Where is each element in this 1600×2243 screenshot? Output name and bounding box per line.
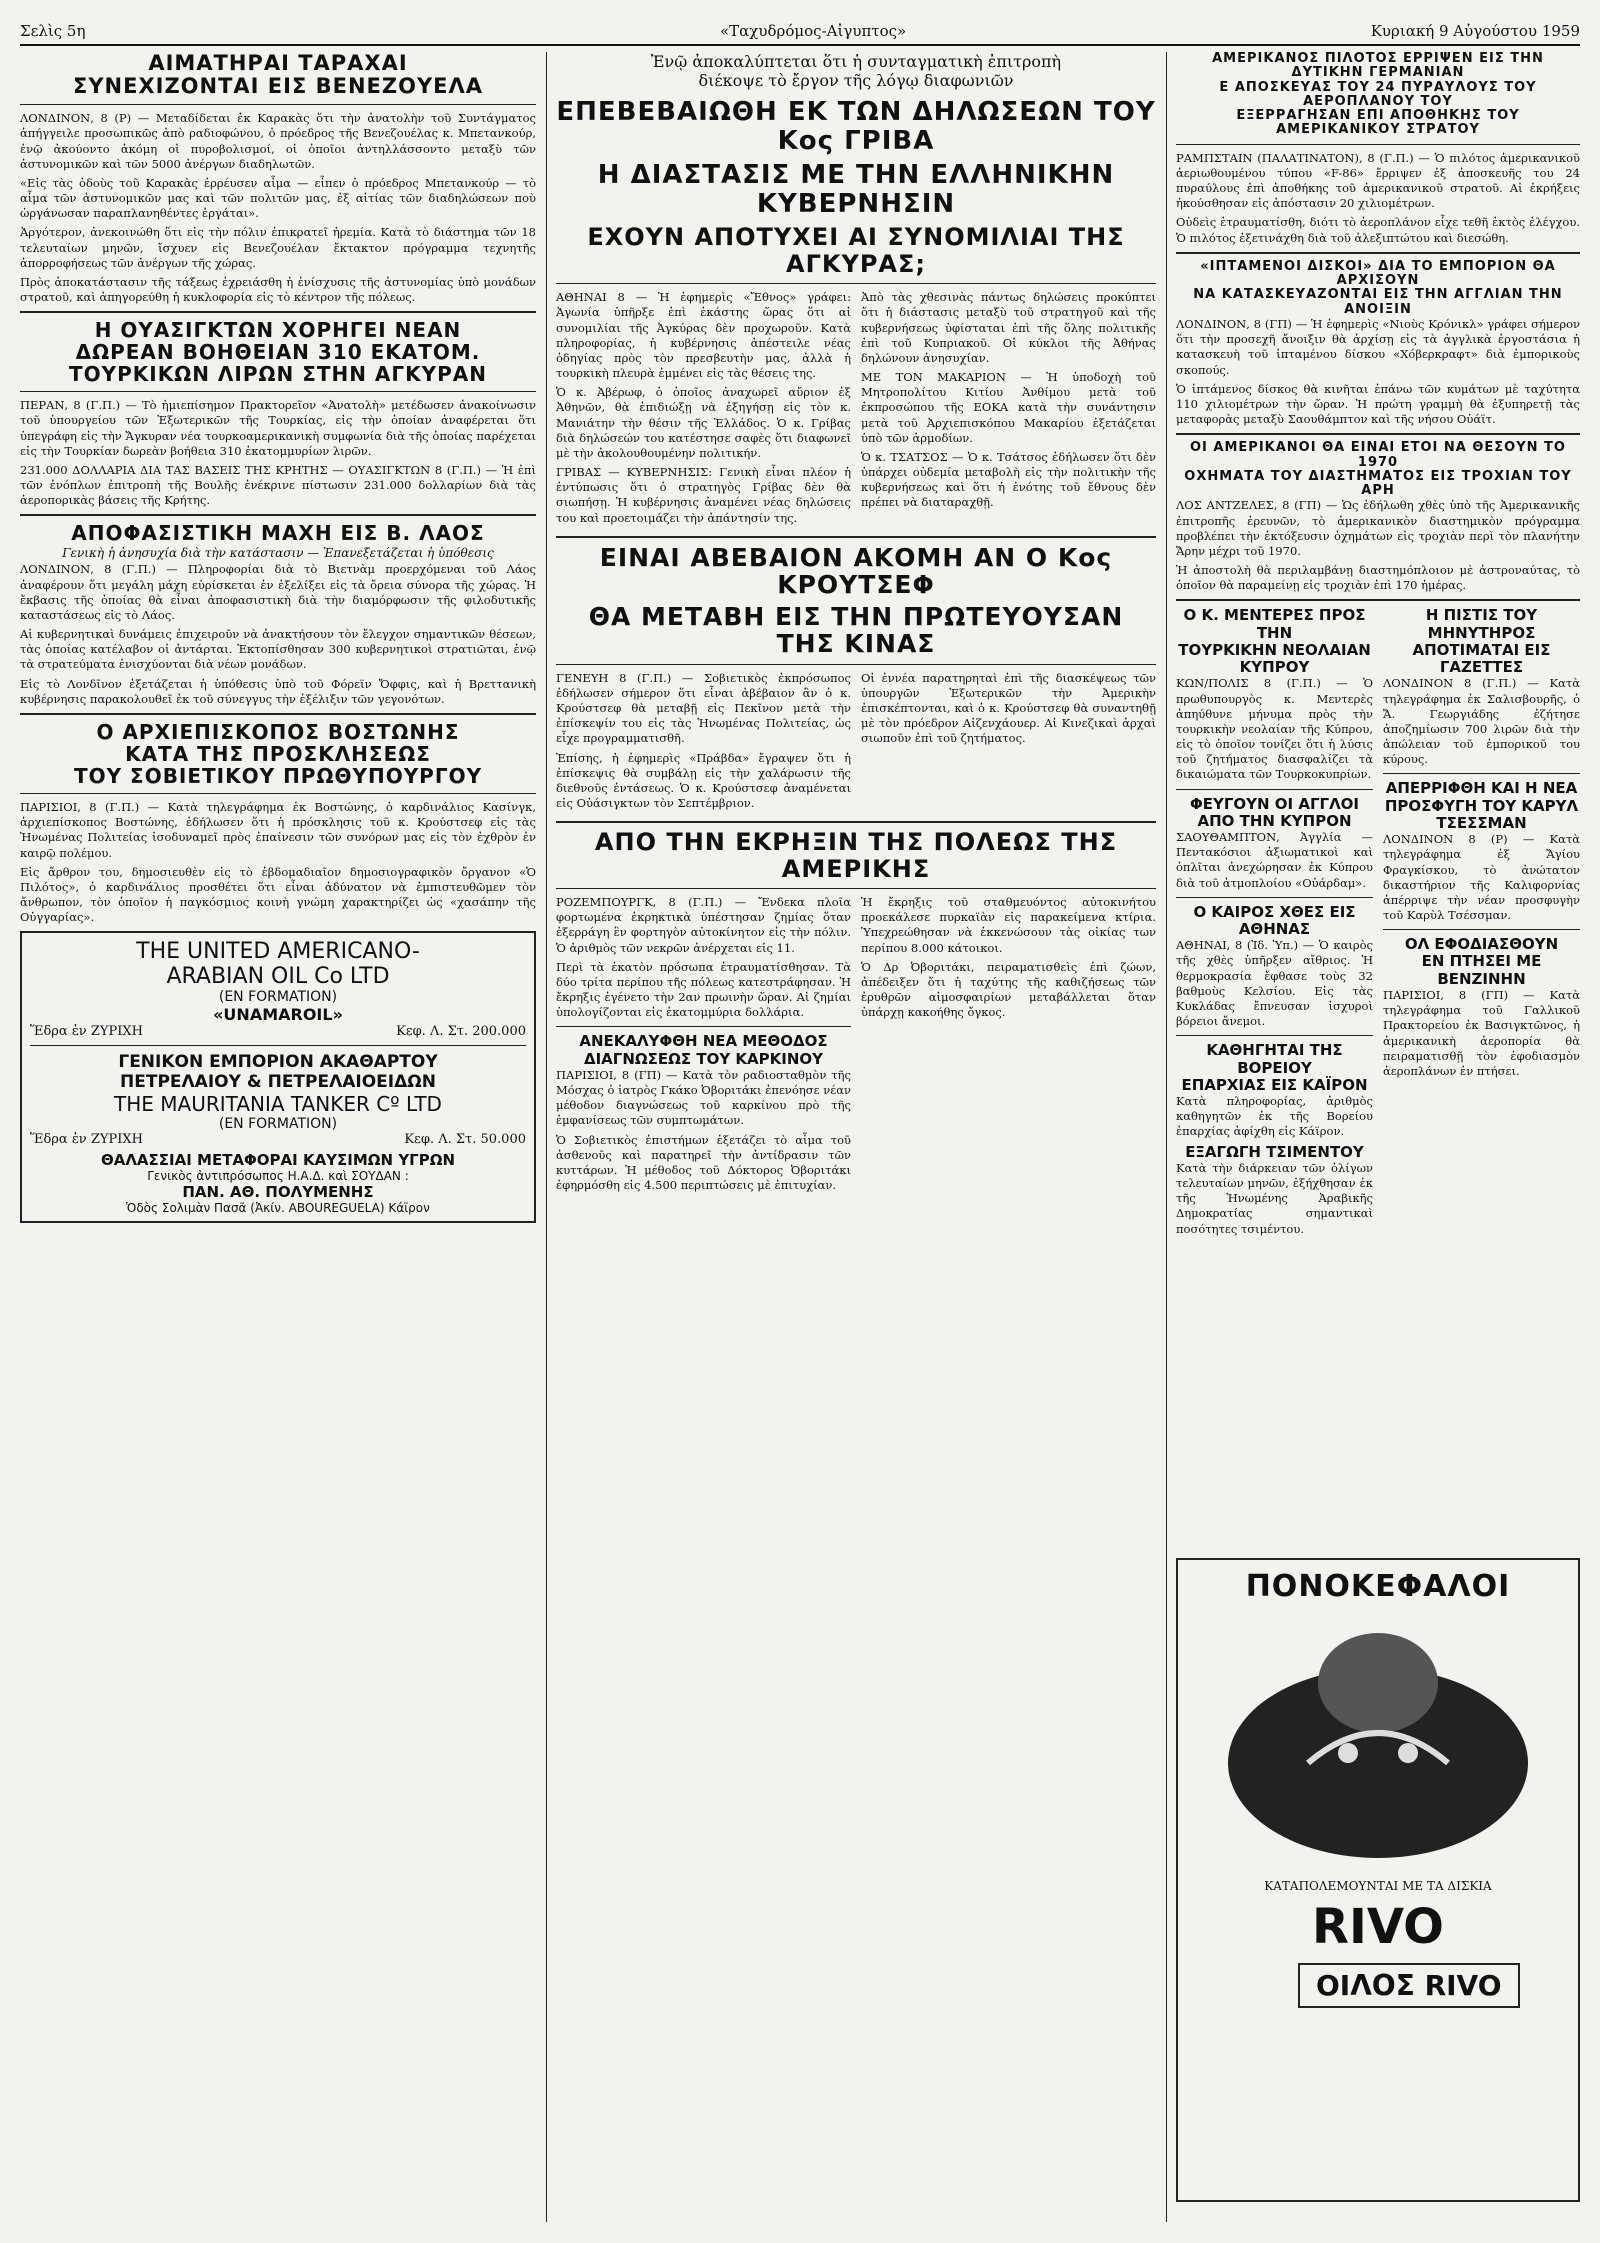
article-text: ΓΕΝΕΥΗ 8 (Γ.Π.) — Σοβιετικὸς ἐκπρόσωπος ἐδήλωσεν σήμερον ὅτι εἶναι ἀβέβαιον ἂν ὁ κ. Κρούστσεφ θὰ μεταβῇ εἰς Πεκῖνον μετὰ τὴν ἐπίσκεψίν του εἰς τὰς Ἡνωμένας Πολιτείας, ὡς εἶχε προγραμματισθῆ. bbox=[556, 670, 851, 746]
headline-boston-1: Ο ΑΡΧΙΕΠΙΣΚΟΠΟΣ ΒΟΣΤΩΝΗΣ bbox=[96, 720, 460, 744]
article-text: Οὐδεὶς ἐτραυματίσθη, διότι τὸ ἀεροπλάνον εἶχε τεθῆ ἐκτὸς ἐλέγχου. Ὁ πιλότος ἐξετινάχθη διὰ τοῦ ἀλεξιπτώτου καὶ διεσώθη. bbox=[1176, 215, 1580, 245]
ad-seat-2: Ἕδρα ἐν ΖΥΡΙΧΗ bbox=[30, 1132, 143, 1148]
headline-mars-2: ΟΧΗΜΑΤΑ ΤΟΥ ΔΙΑΣΤΗΜΑΤΟΣ ΕΙΣ ΤΡΟΧΙΑΝ ΤΟΥ ΑΡΗ bbox=[1184, 468, 1572, 499]
headline-weather: Ο ΚΑΙΡΟΣ ΧΘΕΣ ΕΙΣ ΑΘΗΝΑΣ bbox=[1193, 902, 1356, 939]
headline-refuel-2: ΕΝ ΠΤΗΣΕΙ ΜΕ ΒΕΝΖΙΝΗΝ bbox=[1421, 952, 1542, 988]
ad-formation-2: (EN FORMATION) bbox=[218, 1116, 338, 1133]
article-text: ΠΑΡΙΣΙΟΙ, 8 (Γ.Π.) — Κατὰ τηλεγράφημα ἐκ Βοστώνης, ὁ καρδινάλιος Κασίνγκ, ἀρχιεπίσκοπος Βοστώνης, ἐδήλωσεν ὅτι ἡ πρόσκλησις τοῦ κ. Κρούστσεφ εἰς τὰς Ἡνωμένας Πολιτείας ἰσοδυναμεῖ πρὸς ἐπαίνεσιν τῶν συνόρων μας εἰς τὸν ἐχθρὸν ἐν καιρῷ πολέμου. bbox=[20, 800, 536, 860]
article-text: ΛΟΝΔΙΝΟΝ, 8 (Ρ) — Μεταδίδεται ἐκ Καρακὰς ὅτι τὴν ἀνατολὴν τοῦ Συντάγματος ἀπήγγειλε προσωπικῶς ἀπὸ ραδιοφώνου, ὁ πρόεδρος τῆς Βενεζουέλας κ. Μπετανκούρ, ἐνῷ ἀκούοντο ἀκόμη οἱ πυροβολισμοί, οἱ ὁποῖοι ἀντηλλάσσοντο μεταξὺ τῶν ἀστυνομικῶν καὶ τῶν 5000 ἀνέργων διαδηλωτῶν. bbox=[20, 111, 536, 171]
headline-grivas-2: Η ΔΙΑΣΤΑΣΙΣ ΜΕ ΤΗΝ ΕΛΛΗΝΙΚΗΝ ΚΥΒΕΡΝΗΣΙΝ bbox=[597, 160, 1115, 219]
article-text: ΜΕ ΤΟΝ ΜΑΚΑΡΙΟΝ — Ἡ ὑποδοχὴ τοῦ Μητροπολίτου Κιτίου Ἀνθίμου μετὰ τοῦ ἐκπροσώπου τῆς ΕΟΚΑ κατὰ τὴν συνάντησιν μετὰ τοῦ Ἀρχιεπισκόπου Μακαρίου ἐξετάζεται ὑπὸ τῶν ἁρμοδίων. bbox=[861, 370, 1156, 445]
article-text: Εἰς ἄρθρον του, δημοσιευθὲν εἰς τὸ ἑβδομαδιαῖον δημοσιογραφικὸν ὄργανον «Ὁ Πιλότος», ὁ καρδινάλιος προσθέτει ὅτι εἶναι ἀδύνατον νὰ ἐμπιστευθῶμεν τὸν ἄνθρωπον, τὸν ὁποῖον ἡ παγκόσμιος κοινὴ γνώμη χαρακτηρίζει ὡς «χασάπην τῆς Οὑγγαρίας». bbox=[20, 864, 536, 925]
article-text: ΛΟΝΔΙΝΟΝ, 8 (Γ.Π.) — Πληροφορίαι διὰ τὸ Βιετνὰμ προερχόμεναι τοῦ Λάος ἀναφέρουν ὅτι μεγάλη μάχη εὑρίσκεται ἐν ἐξελίξει εἰς τὰ ὄρεια σύνορα τῆς χώρας. Ἡ ἔκβασις τῆς ὁποίας θὰ εἶναι ἀποφασιστικὴ διὰ τὴν διαμόρφωσιν τῆς φιλοδυτικῆς καταστάσεως εἰς τὸ Λάος. bbox=[20, 562, 536, 622]
headline-refuel-1: ΟΛ ΕΦΟΔΙΑΣΘΟΥΝ bbox=[1404, 935, 1559, 954]
headline-khrushchev-2: ΘΑ ΜΕΤΑΒΗ ΕΙΣ ΤΗΝ ΠΡΩΤΕΥΟΥΣΑΝ ΤΗΣ ΚΙΝΑΣ bbox=[588, 601, 1124, 659]
ad-capital: Κεφ. Λ. Στ. 200.000 bbox=[396, 1024, 526, 1040]
headline-boston-3: ΤΟΥ ΣΟΒΙΕΤΙΚΟΥ ΠΡΩΘΥΠΟΥΡΓΟΥ bbox=[73, 764, 483, 788]
headline-chessman-1: ΑΠΕΡΡΙΦΘΗ ΚΑΙ Η ΝΕΑ bbox=[1385, 779, 1578, 798]
article-text: Πρὸς ἀποκατάστασιν τῆς τάξεως ἐχρειάσθη ἡ ἐνίσχυσις τῆς ἀστυνομίας ὑπὸ μονάδων στρατοῦ, καὶ ἀπηγορεύθη ἡ κυκλοφορία εἰς τὸ κέντρον τῆς πόλεως. bbox=[20, 274, 536, 305]
article-text: Ὁ Σοβιετικὸς ἐπιστήμων ἐξετάζει τὸ αἷμα τοῦ ἀσθενοῦς καὶ παρατηρεῖ τὴν ἀντίδρασιν τῶν κυττάρων. Ἡ μέθοδος τοῦ Δόκτορος Ὀβοριτάκι ἐφηρμόσθη εἰς 4.500 περιπτώσεις μὲ ἐπιτυχίαν. bbox=[556, 1132, 851, 1193]
headline-washington-3: ΤΟΥΡΚΙΚΩΝ ΛΙΡΩΝ ΣΤΗΝ ΑΓΚΥΡΑΝ bbox=[68, 362, 488, 387]
article-text: Ὁ κ. Ἀβέρωφ, ὁ ὁποῖος ἀναχωρεῖ αὔριον ἐξ Ἀθηνῶν, θὰ ἐπιδιώξῃ νὰ ἐξηγήσῃ εἰς τὸν κ. Μανιάτην τὴν θέσιν τῆς Ἑλλάδος. Ὁ κ. Γρίβας διὰ δηλώσεών του κατέστησε σαφὲς ὅτι διαφωνεῖ μὲ τὴν ἀκολουθουμένην πολιτικήν. bbox=[556, 385, 851, 460]
ad-trade-2: ΠΕΤΡΕΛΑΙΟΥ & ΠΕΤΡΕΛΑΙΟΕΙΔΩΝ bbox=[120, 1072, 436, 1093]
article-text: ΛΟΝΔΙΝΟΝ, 8 (ΓΠ) — Ἡ ἐφημερὶς «Νιοὺς Κρόνικλ» γράφει σήμερον ὅτι τὴν προσεχῆ ἄνοιξιν θὰ ἀρχίσῃ εἰς τὰ ἀγγλικὰ ἐργοστάσια ἡ κατασκευὴ τοῦ ἱπταμένου δίσκου «Χόβερκραφτ» διὰ ἐμπορικοὺς σκοπούς. bbox=[1176, 317, 1580, 377]
advertisement-rivo bbox=[1176, 1558, 1580, 2202]
ad-brand: «UNAMAROIL» bbox=[213, 1005, 343, 1025]
subheadline-laos: Γενικὴ ἡ ἀνησυχία διὰ τὴν κατάστασιν — Ἐπανεξετάζεται ἡ ὑπόθεσις bbox=[62, 546, 494, 561]
headline-washington-2: ΔΩΡΕΑΝ ΒΟΗΘΕΙΑΝ 310 ΕΚΑΤΟΜ. bbox=[75, 340, 481, 365]
headline-washington-1: Η ΟΥΑΣΙΓΚΤΩΝ ΧΟΡΗΓΕΙ ΝΕΑΝ bbox=[94, 318, 462, 343]
ad-transport: ΘΑΛΑΣΣΙΑΙ ΜΕΤΑΦΟΡΑΙ ΚΑΥΣΙΜΩΝ ΥΓΡΩΝ bbox=[100, 1151, 456, 1170]
headline-laos: ΑΠΟΦΑΣΙΣΤΙΚΗ ΜΑΧΗ ΕΙΣ Β. ΛΑΟΣ bbox=[71, 521, 485, 546]
ad-seat: Ἕδρα ἐν ΖΥΡΙΧΗ bbox=[30, 1024, 143, 1040]
article-text: Ἀπὸ τὰς χθεσινὰς πάντως δηλώσεις προκύπτει ὅτι ἡ διάστασις μεταξὺ τοῦ στρατηγοῦ καὶ τῆς κυβερνήσεως ὑφίσταται ἐπὶ τῆς ὅλης πολιτικῆς ἐπὶ τοῦ Κυπριακοῦ. Οἱ κύκλοι τῆς Ἀθήνας δηλώνουν ἀνησυχίαν. bbox=[861, 290, 1156, 365]
headline-grivas-3: ΕΧΟΥΝ ΑΠΟΤΥΧΕΙ ΑΙ ΣΥΝΟΜΙΛΙΑΙ ΤΗΣ ΑΓΚΥΡΑΣ; bbox=[587, 223, 1125, 278]
article-text: ΛΟΣ ΑΝΤΖΕΛΕΣ, 8 (ΓΠ) — Ὡς ἐδήλωθη χθὲς ὑπὸ τῆς Ἀμερικανικῆς ἐπιτροπῆς ἐρευνῶν, τὸ ἀμερικανικὸν διαστημικὸν πρόγραμμα προβλέπει τὴν ἐκτόξευσιν ὀχημάτων εἰς τροχιὰν περὶ τὸν πλανήτην Ἄρην μέχρι τοῦ 1970. bbox=[1176, 498, 1580, 558]
headline-menderes-2: ΤΟΥΡΚΙΚΗΝ ΝΕΟΛΑΙΑΝ ΚΥΠΡΟΥ bbox=[1178, 640, 1371, 677]
article-text: ΑΘΗΝΑΙ, 8 (Ἰδ. Ὑπ.) — Ὁ καιρὸς τῆς χθὲς ὑπῆρξεν αἴθριος. Ἡ θερμοκρασία ἔφθασε τοὺς 32 βαθμοὺς Κελσίου. Εἰς τὰς Κυκλάδας ἔπνευσαν ἰσχυροὶ βόρειοι ἄνεμοι. bbox=[1176, 938, 1373, 1029]
headline-credit-1: Η ΠΙΣΤΙΣ ΤΟΥ ΜΗΝΥΤΗΡΟΣ bbox=[1425, 606, 1538, 642]
article-text: Ὁ κ. ΤΣΑΤΣΟΣ — Ὁ κ. Τσάτσος ἐδήλωσεν ὅτι δὲν ὑπάρχει οὐδεμία μεταβολὴ εἰς τὴν πολιτικὴν τῆς κυβερνήσεως καὶ ὅτι ἡ ἐνότης τοῦ ἔθνους δὲν πρέπει νὰ διαταραχθῇ. bbox=[861, 449, 1156, 510]
headline-grivas-1: ΕΠΕΒΕΒΑΙΩΘΗ ΕΚ ΤΩΝ ΔΗΛΩΣΕΩΝ ΤΟΥ Κος ΓΡΙΒΑ bbox=[556, 97, 1156, 156]
ad-tanker-company: THE MAURITANIA TANKER Cº LTD bbox=[114, 1092, 442, 1117]
headline-cement: ΕΞΑΓΩΓΗ ΤΣΙΜΕΝΤΟΥ bbox=[1185, 1142, 1364, 1161]
article-text: Κατὰ πληροφορίας, ἀριθμὸς καθηγητῶν ἐκ τῆς Βορείου ἐπαρχίας ἀφίχθη εἰς Κάϊρον. bbox=[1176, 1094, 1373, 1139]
headline-boston-2: ΚΑΤΑ ΤΗΣ ΠΡΟΣΚΛΗΣΕΩΣ bbox=[125, 742, 431, 766]
ad-representative-label: Γενικὸς ἀντιπρόσωπος Η.Α.Δ. καὶ ΣΟΥΔΑΝ : bbox=[147, 1169, 409, 1184]
article-text: Ἡ ἔκρηξις τοῦ σταθμευόντος αὐτοκινήτου προεκάλεσε πυρκαϊὰν εἰς παρακείμενα κτίρια. Ὑπεχρεώθησαν νὰ ἐκκενώσουν τὰς οἰκίας των περίπου 8.000 κάτοικοι. bbox=[861, 895, 1156, 955]
article-text: Ἡ ἀποστολὴ θὰ περιλαμβάνῃ διαστημόπλοιον μὲ ἀστροναύτας, τὸ ὁποῖον θὰ παραμείνῃ εἰς τροχιὰν ἐπὶ 170 ἡμέρας. bbox=[1176, 563, 1580, 593]
right-column bbox=[1176, 52, 1580, 2232]
headline-british-1: ΦΕΥΓΟΥΝ ΟΙ ΑΓΓΛΟΙ bbox=[1189, 794, 1360, 813]
article-text: ΓΡΙΒΑΣ — ΚΥΒΕΡΝΗΣΙΣ: Γενικὴ εἶναι πλέον ἡ ἐντύπωσις ὅτι ὁ στρατηγὸς Γρίβας δὲν θὰ σιωπήσῃ. Ἡ κυβέρνησις ἀναμένει νέας δηλώσεις του καὶ προετοιμάζει τὴν ἀπάντησίν της. bbox=[556, 465, 851, 525]
ad-representative-name: ΠΑΝ. ΑΘ. ΠΟΛΥΜΕΝΗΣ bbox=[182, 1183, 374, 1202]
ad-rivo-brand: RIVO bbox=[1312, 1899, 1444, 1955]
column-rule bbox=[1166, 52, 1167, 2222]
headline-venezuela-1: ΑΙΜΑΤΗΡΑΙ ΤΑΡΑΧΑΙ bbox=[148, 52, 408, 75]
article-text: ΠΑΡΙΣΙΟΙ, 8 (ΓΠ) — Κατὰ τὸν ραδιοσταθμὸν τῆς Μόσχας ὁ ἰατρὸς Γκάκο Ὀβοριτάκι ἐπενόησε νέαν μέθοδον διαγνώσεως τοῦ καρκίνου πρὸ τῆς ἐμφανίσεως τῶν συμπτωμάτων. bbox=[556, 1067, 851, 1128]
article-text: Εἰς τὸ Λονδῖνον ἐξετάζεται ἡ ὑπόθεσις ὑπὸ τοῦ Φόρεϊν Ὄφφις, καὶ ἡ Βρεττανικὴ κυβέρνησις παρακολουθεῖ ἐκ τοῦ σύνεγγυς τὴν ἐξέλιξιν τῶν γεγονότων. bbox=[20, 676, 536, 706]
headline-explosion: ΑΠΟ ΤΗΝ ΕΚΡΗΞΙΝ ΤΗΣ ΠΟΛΕΩΣ ΤΗΣ ΑΜΕΡΙΚΗΣ bbox=[594, 828, 1118, 883]
article-text: ΚΩΝ/ΠΟΛΙΣ 8 (Γ.Π.) — Ὁ πρωθυπουργὸς κ. Μεντερὲς ἀπηύθυνε μήνυμα πρὸς τὴν τουρκικὴν νεολαίαν τῆς Κύπρου, εἰς τὸ ὁποῖον τονίζει ὅτι ἡ λύσις τοῦ ζητήματος διασφαλίζει τὰ δικαιώματα τῶν Τουρκοκυπρίων. bbox=[1176, 676, 1373, 782]
headline-discs-2: ΝΑ ΚΑΤΑΣΚΕΥΑΖΟΝΤΑΙ ΕΙΣ ΤΗΝ ΑΓΓΛΙΑΝ ΤΗΝ ΑΝΟΙΞΙΝ bbox=[1193, 287, 1563, 317]
headline-cancer-2: ΔΙΑΓΝΩΣΕΩΣ ΤΟΥ ΚΑΡΚΙΝΟΥ bbox=[583, 1049, 824, 1068]
article-text: ΑΘΗΝΑΙ 8 — Ἡ ἐφημερὶς «Ἔθνος» γράφει: Ἀγωνία ὑπῆρξε ἐπὶ ἑκάστης ὥρας ὅτι αἱ συνομιλίαι τῆς Ἀγκύρας δὲν προχωροῦν. Κατὰ πληροφορίας, ἡ κυβέρνησις ἀπέστειλε νέας ὁδηγίας πρὸς τὸν πρεσβευτὴν μας, ἀλλὰ ἡ τουρκικὴ πλευρὰ ἐμμένει εἰς τὰς θέσεις της. bbox=[556, 290, 851, 381]
ad-company-2: ARABIAN OIL Co LTD bbox=[166, 964, 390, 990]
ad-capital-2: Κεφ. Λ. Στ. 50.000 bbox=[404, 1132, 526, 1148]
newspaper-name: «Ταχυδρόμος-Αἰγυπτος» bbox=[720, 22, 907, 40]
article-text: Αἱ κυβερνητικαὶ δυνάμεις ἐπιχειροῦν νὰ ἀνακτήσουν τὸν ἔλεγχον σημαντικῶν θέσεων, τὰς ὁποίας κατέλαβον οἱ ἀντάρται. Ἐκτοπίσθησαν 300 κυβερνητικοὶ στρατιῶται, ἐνῷ τὰ στρατεύματα ἐνισχύονται διὰ νέων μονάδων. bbox=[20, 627, 536, 672]
headline-teachers-2: ΕΠΑΡΧΙΑΣ ΕΙΣ ΚΑΪΡΟΝ bbox=[1181, 1075, 1368, 1094]
headline-menderes-1: Ο Κ. ΜΕΝΤΕΡΕΣ ΠΡΟΣ ΤΗΝ bbox=[1183, 606, 1366, 642]
article-text: ΛΟΝΔΙΝΟΝ 8 (Ρ) — Κατὰ τηλεγράφημα ἐξ Ἄγίου Φραγκίσκου, τὸ ἀνώτατον δικαστήριον τῆς Καλιφορνίας ἀπέρριψε τὴν νέαν προσφυγὴν τοῦ Καρὺλ Τσέσσμαν. bbox=[1383, 832, 1580, 923]
kicker-1: Ἐνῷ ἀποκαλύπτεται ὅτι ἡ συνταγματικὴ ἐπιτροπὴ bbox=[650, 52, 1062, 71]
article-text: ΡΑΜΠΣΤΑΙΝ (ΠΑΛΑΤΙΝΑΤΟΝ), 8 (Γ.Π.) — Ὁ πιλότος ἀμερικανικοῦ ἀεριωθουμένου τύπου «F-86» ἔρριψεν ἐξ ἀποσκευῆς του 24 πυραύλους ἐπὶ ἀποθήκης τοῦ ἀμερικανικοῦ στρατοῦ. Αἱ ἐκρήξεις ἠκούσθησαν εἰς ἀπόστασιν 20 χιλιομέτρων. bbox=[1176, 150, 1580, 211]
article-text: ΡΟΖΕΜΠΟΥΡΓΚ, 8 (Γ.Π.) — Ἔνδεκα πλοῖα φορτωμένα ἐκρηκτικὰ ὑπέστησαν ζημίας ὅταν ἐξερράγη ἓν φορτηγὸν αὐτοκίνητον εἰς τὴν πόλιν. Ὁ ἀριθμὸς τῶν νεκρῶν ἀνέρχεται εἰς 11. bbox=[556, 895, 851, 955]
ad-rivo-title: ΠΟΝΟΚΕΦΑΛΟΙ bbox=[1245, 1569, 1511, 1604]
headline-british-2: ΑΠΟ ΤΗΝ ΚΥΠΡΟΝ bbox=[1197, 811, 1352, 830]
ad-address: Ὁδὸς Σολιμὰν Πασᾶ (Ἀκίν. ABOUREGUELA) Κάϊρον bbox=[126, 1201, 430, 1216]
headline-venezuela-2: ΣΥΝΕΧΙΖΟΝΤΑΙ ΕΙΣ ΒΕΝΕΖΟΥΕΛΑ bbox=[72, 74, 484, 99]
column-rule bbox=[546, 52, 547, 2222]
headline-mars-1: ΟΙ ΑΜΕΡΙΚΑΝΟΙ ΘΑ ΕΙΝΑΙ ΕΤΟΙ ΝΑ ΘΕΣΟΥΝ ΤΟ 1970 bbox=[1190, 440, 1566, 470]
headline-pilot-3: ΕΞΕΡΡΑΓΗΣΑΝ ΕΠΙ ΑΠΟΘΗΚΗΣ ΤΟΥ ΑΜΕΡΙΚΑΝΙΚΟΥ ΣΤΡΑΤΟΥ bbox=[1236, 108, 1520, 138]
ad-rivo-oil: OIΛΟΣ RIVO bbox=[1298, 1963, 1520, 2008]
page-number: Σελὶς 5η bbox=[20, 22, 86, 40]
headline-cancer-1: ΑΝΕΚΑΛΥΦΘΗ ΝΕΑ ΜΕΘΟΔΟΣ bbox=[579, 1032, 828, 1051]
headline-chessman-2: ΠΡΟΣΦΥΓΗ ΤΟΥ ΚΑΡΥΛ ΤΣΕΣΣΜΑΝ bbox=[1384, 796, 1579, 832]
article-text: ΠΕΡΑΝ, 8 (Γ.Π.) — Τὸ ἡμιεπίσημον Πρακτορεῖον «Ἀνατολὴ» μετέδωσεν ἀνακοίνωσιν τοῦ ὑπουργείου τῶν Ἐξωτερικῶν τῆς Τουρκίας, εἰς τὴν ὁποίαν ἀναφέρεται ὅτι ὑπεγράφη εἰς τὴν Ἄγκυραν νέα τουρκοαμερικανικὴ συμφωνία διὰ τῆς ὁποίας παρέχεται εἰς τὴν Τουρκίαν δωρεὰν βοήθεια 310 ἑκατομμυρίων λιρῶν. bbox=[20, 398, 536, 458]
article-text: ΣΑΟΥΘΑΜΠΤΟΝ, Ἀγγλία — Πεντακόσιοι ἀξιωματικοὶ καὶ ὁπλῖται ἀνεχώρησαν ἐκ Κύπρου διὰ τοῦ ἀτμοπλοίου «Οὐάρδαμ». bbox=[1176, 830, 1373, 890]
headline-discs-1: «ΙΠΤΑΜΕΝΟΙ ΔΙΣΚΟΙ» ΔΙΑ ΤΟ ΕΜΠΟΡΙΟΝ ΘΑ ΑΡΧΙΣΟΥΝ bbox=[1200, 258, 1556, 289]
kicker-2: διέκοψε τὸ ἔργον τῆς λόγῳ διαφωνιῶν bbox=[698, 71, 1014, 90]
article-text: Κατὰ τὴν διάρκειαν τῶν ὀλίγων τελευταίων μηνῶν, ἐξήχθησαν ἐκ τῆς Ἡνωμένης Ἀραβικῆς Δημοκρατίας σημαντικαὶ ποσότητες τσιμέντου. bbox=[1176, 1160, 1373, 1236]
article-text: Περὶ τὰ ἑκατὸν πρόσωπα ἐτραυματίσθησαν. Τὰ δύο τρίτα περίπου τῆς πόλεως κατεστράφησαν. Ἡ ἔκρηξις ἐγένετο τὴν 2αν πρωινὴν ὥραν. Αἱ ζημίαι ὑπολογίζονται εἰς ἑκατομμύρια δολλάρια. bbox=[556, 959, 851, 1020]
ad-rivo-note: ΚΑΤΑΠΟΛΕΜΟΥΝΤΑΙ ΜΕ ΤΑ ΔΙΣΚΙΑ bbox=[1264, 1879, 1492, 1893]
headline-teachers-1: ΚΑΘΗΓΗΤΑΙ ΤΗΣ ΒΟΡΕΙΟΥ bbox=[1206, 1041, 1343, 1077]
advertisement-oil bbox=[20, 931, 536, 1223]
issue-date: Κυριακή 9 Αὐγούστου 1959 bbox=[1370, 22, 1580, 40]
headache-figure-illustration bbox=[1188, 1613, 1568, 1873]
ad-formation: (EN FORMATION) bbox=[218, 989, 338, 1006]
article-text: «Εἰς τὰς ὁδοὺς τοῦ Καρακὰς ἐρρέυσεν αἷμα — εἶπεν ὁ πρόεδρος Μπετανκούρ — τὸ αἷμα τῶν ἀστυνομικῶν μας καὶ τῶν πολιτῶν μας, ἐξ αἰτίας τῶν διαδηλώσεων ποὺ ὠργάνωσαν παραπλανηθέντες ἐργάται». bbox=[20, 175, 536, 221]
article-text: ΠΑΡΙΣΙΟΙ, 8 (ΓΠ) — Κατὰ τηλεγράφημα τοῦ Γαλλικοῦ Πρακτορείου ἐκ Βασιγκτῶνος, ἡ ἀμερικανικὴ ἀεροπορία θὰ πειραματισθῇ τὸν ἐφοδιασμὸν ἀεροπλάνων ἐν πτήσει. bbox=[1383, 987, 1580, 1078]
ad-trade-1: ΓΕΝΙΚΟΝ ΕΜΠΟΡΙΟΝ ΑΚΑΘΑΡΤΟΥ bbox=[118, 1052, 438, 1073]
headline-pilot-2: Ε ΑΠΟΣΚΕΥΑΣ ΤΟΥ 24 ΠΥΡΑΥΛΟΥΣ ΤΟΥ ΑΕΡΟΠΛΑΝΟΥ ΤΟΥ bbox=[1219, 79, 1537, 109]
article-text: Ἐπίσης, ἡ ἐφημερὶς «Πράβδα» ἔγραψεν ὅτι ἡ ἐπίσκεψις θὰ συμβάλῃ εἰς τὴν χαλάρωσιν τῆς διεθνοῦς ἐντάσεως. Ὁ κ. Κρούστσεφ ἀναμένεται εἰς Οὐάσιγκτων τὸν Σεπτέμβριον. bbox=[556, 750, 851, 811]
headline-credit-2: ΑΠΟΤΙΜΑΤΑΙ ΕΙΣ ΓΑΖΕΤΤΕΣ bbox=[1412, 640, 1551, 677]
masthead-bar bbox=[20, 18, 1580, 46]
article-text: Οἱ ἐννέα παρατηρηταὶ ἐπὶ τῆς διασκέψεως τῶν ὑπουργῶν Ἐξωτερικῶν τὴν Ἀμερικὴν ἐπισκέπτονται, καὶ ὁ κ. Κρούστσεφ θὰ συναντηθῇ μὲ τὸν πρόεδρον Αἰζενχάουερ. Αἱ Κινεζικαὶ ἀρχαὶ σιωποῦν ἐπὶ τοῦ ζητήματος. bbox=[861, 670, 1156, 746]
headline-pilot-1: ΑΜΕΡΙΚΑΝΟΣ ΠΙΛΟΤΟΣ ΕΡΡΙΨΕΝ ΕΙΣ ΤΗΝ ΔΥΤΙΚΗΝ ΓΕΡΜΑΝΙΑΝ bbox=[1212, 52, 1544, 81]
article-text: 231.000 ΔΟΛΛΑΡΙΑ ΔΙΑ ΤΑΣ ΒΑΣΕΙΣ ΤΗΣ ΚΡΗΤΗΣ — ΟΥΑΣΙΓΚΤΩΝ 8 (Γ.Π.) — Ἡ ἐπὶ τῶν ἐνόπλων ἐπιτροπὴ τῆς Βουλῆς ἐνέκρινε πίστωσιν 231.000 δολλαρίων διὰ τὰς ἀεροπορικὰς βάσεις τῆς Κρήτης. bbox=[20, 462, 536, 508]
article-text: ΛΟΝΔΙΝΟΝ 8 (Γ.Π.) — Κατὰ τηλεγράφημα ἐκ Σαλισβουρῆς, ὁ Ἄ. Γεωργιάδης ἐζήτησε ἀποζημίωσιν 700 λιρῶν διὰ τὴν ἀπώλειαν τοῦ ἐμπορικοῦ του κύρους. bbox=[1383, 676, 1580, 767]
article-text: Ἀργότερον, ἀνεκοινώθη ὅτι εἰς τὴν πόλιν ἐπικρατεῖ ἠρεμία. Κατὰ τὸ διάστημα τῶν 18 τελευταίων μηνῶν, ἴσχυεν εἰς Βενεζουέλαν ἔκτακτον πρόγραμμα τεχνητῆς ἀπορροφήσεως τῶν ἀνέργων τῆς χώρας. bbox=[20, 225, 536, 270]
headline-khrushchev-1: ΕΙΝΑΙ ΑΒΕΒΑΙΟΝ ΑΚΟΜΗ ΑΝ Ο Κος ΚΡΟΥΤΣΕΦ bbox=[599, 542, 1113, 600]
ad-company-1: THE UNITED AMERICANO- bbox=[136, 939, 420, 965]
left-column bbox=[20, 52, 536, 2232]
article-text: Ὁ ἱπτάμενος δίσκος θὰ κινῆται ἐπάνω τῶν κυμάτων μὲ ταχύτητα 110 χιλιομέτρων τὴν ὥραν. Ἡ πρώτη γραμμὴ θὰ ἐξυπηρετῇ τὰς μεταφορὰς μεταξὺ Σαουθάμπτον καὶ τῆς νήσου Οὐάϊτ. bbox=[1176, 381, 1580, 427]
article-text: Ὁ Δρ Ὀβοριτάκι, πειραματισθεὶς ἐπὶ ζώων, ἀπέδειξεν ὅτι ἡ ταχύτης τῆς καθιζήσεως τῶν ἐρυθρῶν αἱμοσφαιρίων μεταβάλλεται ὅταν ὑπάρχῃ κακοήθης ὄγκος. bbox=[861, 959, 1156, 1020]
center-column bbox=[556, 52, 1156, 2232]
